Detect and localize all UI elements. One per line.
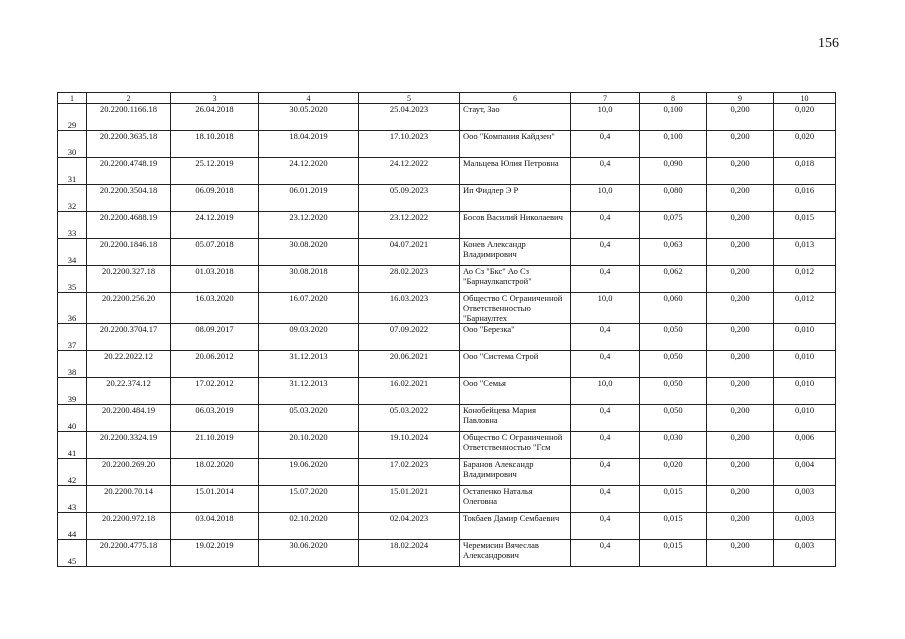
organization-cell: Стаут, Зао xyxy=(460,104,571,131)
voltage-cell: 10,0 xyxy=(571,293,640,324)
voltage-cell: 0,4 xyxy=(571,212,640,239)
table-row xyxy=(58,212,836,239)
organization-cell: Общество С Ограниченной Ответственностью "Барнаултех xyxy=(460,293,571,324)
date-cell: 31.12.2013 xyxy=(259,378,359,405)
table-row xyxy=(58,158,836,185)
registration-number-cell: 20.2200.3704.17 xyxy=(87,324,171,351)
value-cell: 0,060 xyxy=(640,293,707,324)
issue-date-cell: 08.09.2017 xyxy=(171,324,259,351)
column-header: 9 xyxy=(707,93,774,104)
row-number-cell: 38 xyxy=(58,351,87,378)
row-number-cell: 30 xyxy=(58,131,87,158)
result-cell: 0,012 xyxy=(774,293,836,324)
date-cell: 06.01.2019 xyxy=(259,185,359,212)
value-cell: 0,050 xyxy=(640,351,707,378)
organization-cell: Босов Василий Николаевич xyxy=(460,212,571,239)
organization-cell: Мальцева Юлия Петровна xyxy=(460,158,571,185)
value-cell: 0,050 xyxy=(640,378,707,405)
expiry-date-cell: 16.03.2023 xyxy=(359,293,460,324)
column-header: 6 xyxy=(460,93,571,104)
coefficient-cell: 0,200 xyxy=(707,293,774,324)
registration-number-cell: 20.22.374.12 xyxy=(87,378,171,405)
column-header: 3 xyxy=(171,93,259,104)
issue-date-cell: 17.02.2012 xyxy=(171,378,259,405)
row-number-cell: 29 xyxy=(58,104,87,131)
expiry-date-cell: 15.01.2021 xyxy=(359,486,460,513)
table-row xyxy=(58,104,836,131)
voltage-cell: 0,4 xyxy=(571,324,640,351)
voltage-cell: 0,4 xyxy=(571,432,640,459)
value-cell: 0,030 xyxy=(640,432,707,459)
registration-number-cell: 20.2200.484.19 xyxy=(87,405,171,432)
value-cell: 0,015 xyxy=(640,513,707,540)
date-cell: 30.08.2018 xyxy=(259,266,359,293)
table-row xyxy=(58,131,836,158)
issue-date-cell: 20.06.2012 xyxy=(171,351,259,378)
expiry-date-cell: 19.10.2024 xyxy=(359,432,460,459)
table-row xyxy=(58,351,836,378)
expiry-date-cell: 24.12.2022 xyxy=(359,158,460,185)
date-cell: 20.10.2020 xyxy=(259,432,359,459)
organization-cell: Баранов Александр Владимирович xyxy=(460,459,571,486)
organization-cell: Конев Александр Владимирович xyxy=(460,239,571,266)
voltage-cell: 0,4 xyxy=(571,540,640,567)
result-cell: 0,010 xyxy=(774,324,836,351)
table-row xyxy=(58,324,836,351)
registration-number-cell: 20.2200.1166.18 xyxy=(87,104,171,131)
organization-cell: Токбаев Дамир Сембаевич xyxy=(460,513,571,540)
registration-number-cell: 20.2200.3504.18 xyxy=(87,185,171,212)
expiry-date-cell: 02.04.2023 xyxy=(359,513,460,540)
registration-number-cell: 20.2200.4688.19 xyxy=(87,212,171,239)
coefficient-cell: 0,200 xyxy=(707,432,774,459)
row-number-cell: 39 xyxy=(58,378,87,405)
organization-cell: Ооо "Семья xyxy=(460,378,571,405)
organization-cell: Черемисин Вячеслав Александрович xyxy=(460,540,571,567)
date-cell: 30.06.2020 xyxy=(259,540,359,567)
table-row xyxy=(58,239,836,266)
issue-date-cell: 15.01.2014 xyxy=(171,486,259,513)
coefficient-cell: 0,200 xyxy=(707,131,774,158)
voltage-cell: 0,4 xyxy=(571,158,640,185)
date-cell: 18.04.2019 xyxy=(259,131,359,158)
table-row xyxy=(58,378,836,405)
coefficient-cell: 0,200 xyxy=(707,459,774,486)
date-cell: 23.12.2020 xyxy=(259,212,359,239)
table-row xyxy=(58,459,836,486)
value-cell: 0,020 xyxy=(640,459,707,486)
value-cell: 0,050 xyxy=(640,324,707,351)
registration-number-cell: 20.2200.70.14 xyxy=(87,486,171,513)
voltage-cell: 0,4 xyxy=(571,351,640,378)
value-cell: 0,015 xyxy=(640,486,707,513)
table-row xyxy=(58,513,836,540)
voltage-cell: 0,4 xyxy=(571,459,640,486)
date-cell: 19.06.2020 xyxy=(259,459,359,486)
value-cell: 0,062 xyxy=(640,266,707,293)
result-cell: 0,010 xyxy=(774,351,836,378)
date-cell: 02.10.2020 xyxy=(259,513,359,540)
expiry-date-cell: 20.06.2021 xyxy=(359,351,460,378)
data-table xyxy=(57,92,836,567)
issue-date-cell: 18.02.2020 xyxy=(171,459,259,486)
result-cell: 0,015 xyxy=(774,212,836,239)
voltage-cell: 10,0 xyxy=(571,185,640,212)
coefficient-cell: 0,200 xyxy=(707,324,774,351)
value-cell: 0,075 xyxy=(640,212,707,239)
column-header: 7 xyxy=(571,93,640,104)
coefficient-cell: 0,200 xyxy=(707,486,774,513)
coefficient-cell: 0,200 xyxy=(707,104,774,131)
expiry-date-cell: 04.07.2021 xyxy=(359,239,460,266)
organization-cell: Ооо "Березка" xyxy=(460,324,571,351)
table-row xyxy=(58,540,836,567)
registration-number-cell: 20.2200.972.18 xyxy=(87,513,171,540)
value-cell: 0,100 xyxy=(640,131,707,158)
issue-date-cell: 18.10.2018 xyxy=(171,131,259,158)
voltage-cell: 10,0 xyxy=(571,378,640,405)
value-cell: 0,050 xyxy=(640,405,707,432)
issue-date-cell: 24.12.2019 xyxy=(171,212,259,239)
row-number-cell: 36 xyxy=(58,293,87,324)
issue-date-cell: 26.04.2018 xyxy=(171,104,259,131)
table-row xyxy=(58,405,836,432)
value-cell: 0,090 xyxy=(640,158,707,185)
voltage-cell: 0,4 xyxy=(571,131,640,158)
date-cell: 09.03.2020 xyxy=(259,324,359,351)
table-row xyxy=(58,432,836,459)
column-header: 10 xyxy=(774,93,836,104)
row-number-cell: 35 xyxy=(58,266,87,293)
coefficient-cell: 0,200 xyxy=(707,405,774,432)
registration-number-cell: 20.2200.3324.19 xyxy=(87,432,171,459)
date-cell: 31.12.2013 xyxy=(259,351,359,378)
expiry-date-cell: 05.03.2022 xyxy=(359,405,460,432)
row-number-cell: 41 xyxy=(58,432,87,459)
date-cell: 16.07.2020 xyxy=(259,293,359,324)
value-cell: 0,080 xyxy=(640,185,707,212)
page-number: 156 xyxy=(818,36,839,51)
row-number-cell: 32 xyxy=(58,185,87,212)
organization-cell: Общество С Ограниченной Ответственностью "Гсм xyxy=(460,432,571,459)
result-cell: 0,010 xyxy=(774,405,836,432)
result-cell: 0,016 xyxy=(774,185,836,212)
registration-number-cell: 20.2200.269.20 xyxy=(87,459,171,486)
organization-cell: Конобейцева Мария Павловна xyxy=(460,405,571,432)
result-cell: 0,006 xyxy=(774,432,836,459)
table-row xyxy=(58,293,836,324)
expiry-date-cell: 17.02.2023 xyxy=(359,459,460,486)
coefficient-cell: 0,200 xyxy=(707,239,774,266)
row-number-cell: 42 xyxy=(58,459,87,486)
organization-cell: Ооо "Система Строй xyxy=(460,351,571,378)
value-cell: 0,063 xyxy=(640,239,707,266)
expiry-date-cell: 07.09.2022 xyxy=(359,324,460,351)
column-header: 8 xyxy=(640,93,707,104)
table-row xyxy=(58,185,836,212)
result-cell: 0,020 xyxy=(774,131,836,158)
expiry-date-cell: 05.09.2023 xyxy=(359,185,460,212)
expiry-date-cell: 16.02.2021 xyxy=(359,378,460,405)
issue-date-cell: 21.10.2019 xyxy=(171,432,259,459)
coefficient-cell: 0,200 xyxy=(707,378,774,405)
issue-date-cell: 19.02.2019 xyxy=(171,540,259,567)
expiry-date-cell: 28.02.2023 xyxy=(359,266,460,293)
coefficient-cell: 0,200 xyxy=(707,212,774,239)
organization-cell: Ип Фидлер Э Р xyxy=(460,185,571,212)
result-cell: 0,020 xyxy=(774,104,836,131)
coefficient-cell: 0,200 xyxy=(707,540,774,567)
issue-date-cell: 06.03.2019 xyxy=(171,405,259,432)
value-cell: 0,100 xyxy=(640,104,707,131)
column-header: 5 xyxy=(359,93,460,104)
result-cell: 0,010 xyxy=(774,378,836,405)
row-number-cell: 44 xyxy=(58,513,87,540)
organization-cell: Ао Сз "Бкс" Ао Сз "Барнаулкапстрой" xyxy=(460,266,571,293)
column-header: 1 xyxy=(58,93,87,104)
value-cell: 0,015 xyxy=(640,540,707,567)
registration-number-cell: 20.2200.256.20 xyxy=(87,293,171,324)
table-row xyxy=(58,266,836,293)
coefficient-cell: 0,200 xyxy=(707,185,774,212)
issue-date-cell: 01.03.2018 xyxy=(171,266,259,293)
row-number-cell: 37 xyxy=(58,324,87,351)
coefficient-cell: 0,200 xyxy=(707,158,774,185)
row-number-cell: 43 xyxy=(58,486,87,513)
registration-number-cell: 20.2200.1846.18 xyxy=(87,239,171,266)
registration-number-cell: 20.2200.327.18 xyxy=(87,266,171,293)
coefficient-cell: 0,200 xyxy=(707,351,774,378)
date-cell: 24.12.2020 xyxy=(259,158,359,185)
table-row xyxy=(58,486,836,513)
header-row xyxy=(58,93,836,104)
voltage-cell: 0,4 xyxy=(571,486,640,513)
date-cell: 30.05.2020 xyxy=(259,104,359,131)
voltage-cell: 0,4 xyxy=(571,405,640,432)
result-cell: 0,012 xyxy=(774,266,836,293)
row-number-cell: 31 xyxy=(58,158,87,185)
registration-number-cell: 20.2200.3635.18 xyxy=(87,131,171,158)
row-number-cell: 34 xyxy=(58,239,87,266)
registration-number-cell: 20.2200.4748.19 xyxy=(87,158,171,185)
column-header: 2 xyxy=(87,93,171,104)
result-cell: 0,003 xyxy=(774,486,836,513)
date-cell: 30.08.2020 xyxy=(259,239,359,266)
expiry-date-cell: 23.12.2022 xyxy=(359,212,460,239)
result-cell: 0,004 xyxy=(774,459,836,486)
issue-date-cell: 25.12.2019 xyxy=(171,158,259,185)
date-cell: 15.07.2020 xyxy=(259,486,359,513)
date-cell: 05.03.2020 xyxy=(259,405,359,432)
voltage-cell: 10,0 xyxy=(571,104,640,131)
expiry-date-cell: 17.10.2023 xyxy=(359,131,460,158)
issue-date-cell: 06.09.2018 xyxy=(171,185,259,212)
coefficient-cell: 0,200 xyxy=(707,266,774,293)
row-number-cell: 33 xyxy=(58,212,87,239)
result-cell: 0,003 xyxy=(774,540,836,567)
issue-date-cell: 03.04.2018 xyxy=(171,513,259,540)
expiry-date-cell: 25.04.2023 xyxy=(359,104,460,131)
issue-date-cell: 16.03.2020 xyxy=(171,293,259,324)
result-cell: 0,003 xyxy=(774,513,836,540)
row-number-cell: 45 xyxy=(58,540,87,567)
result-cell: 0,018 xyxy=(774,158,836,185)
column-header: 4 xyxy=(259,93,359,104)
voltage-cell: 0,4 xyxy=(571,239,640,266)
voltage-cell: 0,4 xyxy=(571,513,640,540)
expiry-date-cell: 18.02.2024 xyxy=(359,540,460,567)
organization-cell: Ооо "Компания Кайдзен" xyxy=(460,131,571,158)
registration-number-cell: 20.2200.4775.18 xyxy=(87,540,171,567)
row-number-cell: 40 xyxy=(58,405,87,432)
organization-cell: Остапенко Наталья Олеговна xyxy=(460,486,571,513)
registration-number-cell: 20.22.2022.12 xyxy=(87,351,171,378)
result-cell: 0,013 xyxy=(774,239,836,266)
issue-date-cell: 05.07.2018 xyxy=(171,239,259,266)
voltage-cell: 0,4 xyxy=(571,266,640,293)
coefficient-cell: 0,200 xyxy=(707,513,774,540)
